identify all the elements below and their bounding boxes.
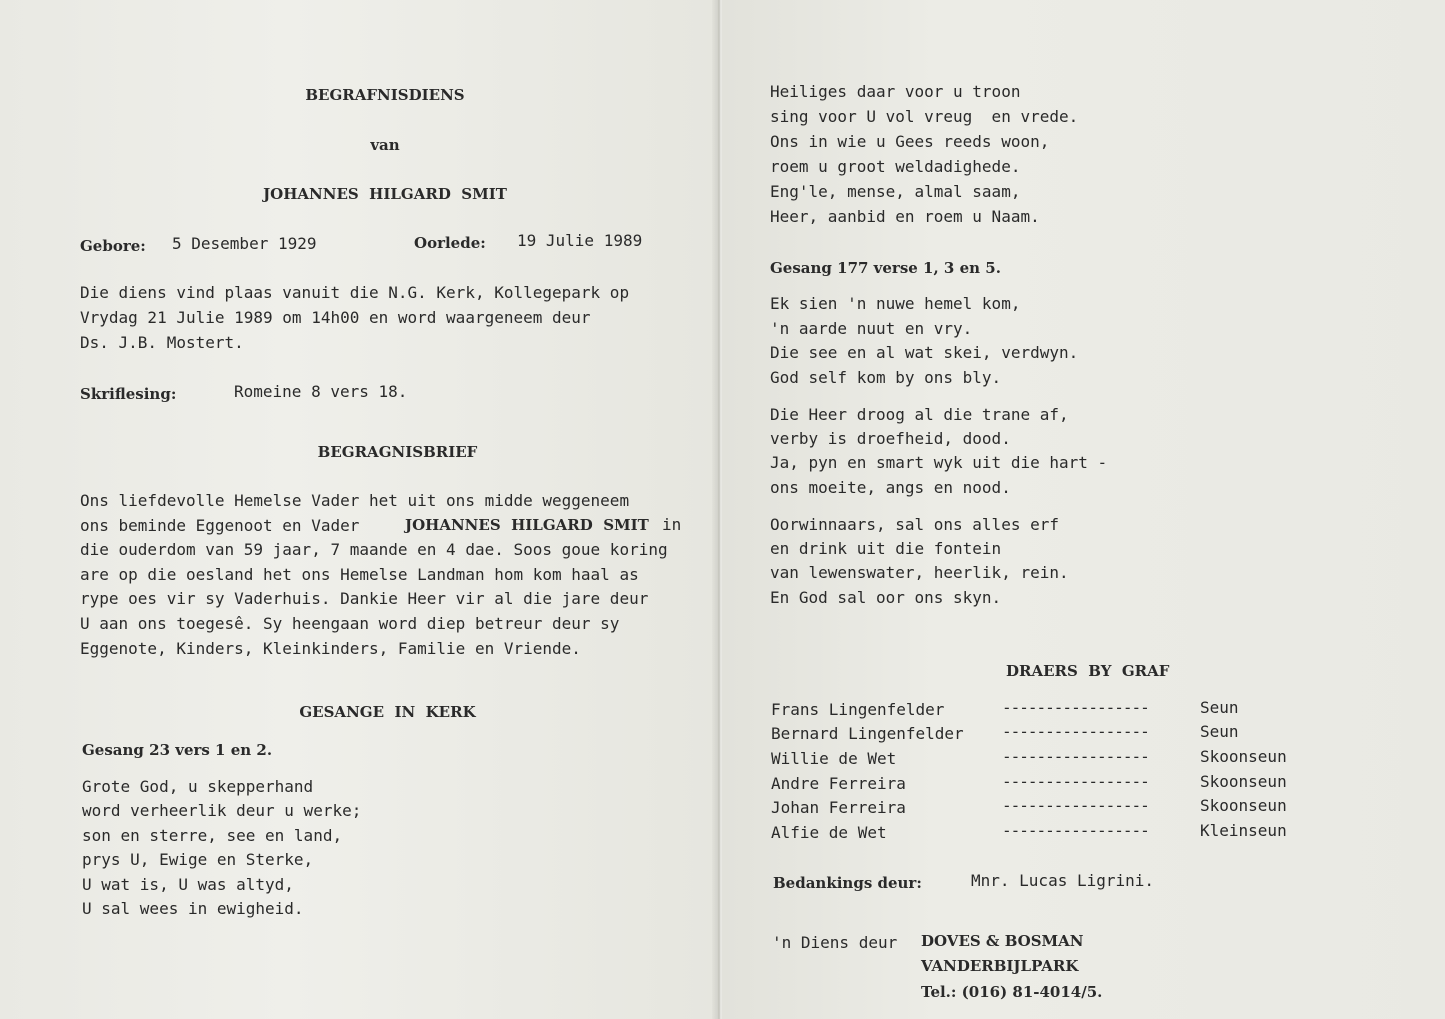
deceased-name: JOHANNES HILGARD SMIT [263, 185, 507, 203]
thanks-value: Mnr. Lucas Ligrini. [971, 871, 1155, 890]
stanza-line: Oorwinnaars, sal ons alles erf [770, 515, 1059, 534]
song1-line: U sal wees in ewigheid. [82, 899, 304, 918]
bearer-name: Johan Ferreira [771, 798, 906, 817]
stanza-line: en drink uit die fontein [770, 539, 1002, 558]
stanza-line: Die see en al wat skei, verdwyn. [770, 343, 1079, 362]
verse-line: Eng'le, mense, almal saam, [770, 182, 1021, 201]
bearer-relation: Seun [1200, 698, 1239, 717]
letter-line: rype oes vir sy Vaderhuis. Dankie Heer vir al die jare deur [80, 589, 649, 608]
letter-line: U aan ons toegesê. Sy heengaan word diep betreur deur sy [80, 614, 620, 633]
bearer-name: Alfie de Wet [771, 823, 887, 842]
died-label: Oorlede: [414, 234, 486, 252]
bearer-relation: Kleinseun [1200, 821, 1287, 840]
song1-line: U wat is, U was altyd, [82, 875, 294, 894]
company-city: VANDERBIJLPARK [921, 957, 1079, 975]
letter-name: JOHANNES HILGARD SMIT [405, 516, 649, 534]
bearer-name: Frans Lingenfelder [771, 700, 945, 719]
bearer-name: Bernard Lingenfelder [771, 724, 964, 743]
song1-line: prys U, Ewige en Sterke, [82, 850, 314, 869]
verse-line: roem u groot weldadighede. [770, 157, 1021, 176]
verse-line: sing voor U vol vreug en vrede. [770, 107, 1079, 126]
verse-line: Heiliges daar voor u troon [770, 82, 1021, 101]
bearer-relation: Seun [1200, 722, 1239, 741]
letter-line: are op die oesland het ons Hemelse Landman hom kom haal as [80, 565, 639, 584]
bearer-dash: ----------------- [1002, 772, 1149, 791]
song2-title: Gesang 177 verse 1, 3 en 5. [770, 259, 1001, 277]
stanza-line: En God sal oor ons skyn. [770, 588, 1002, 607]
born-date: 5 Desember 1929 [172, 234, 317, 253]
stanza-line: 'n aarde nuut en vry. [770, 319, 973, 338]
stanza-line: ons moeite, angs en nood. [770, 478, 1011, 497]
letter-line: ons beminde Eggenoot en Vader [80, 516, 360, 535]
born-label: Gebore: [80, 237, 146, 255]
bearer-dash: ----------------- [1002, 796, 1149, 815]
program-title: BEGRAFNISDIENS [305, 86, 465, 104]
stanza-line: Ja, pyn en smart wyk uit die hart - [770, 453, 1108, 472]
thanks-label: Bedankings deur: [773, 874, 922, 892]
bearer-name: Willie de Wet [771, 749, 897, 768]
bearer-name: Andre Ferreira [771, 774, 906, 793]
van-label: van [370, 136, 400, 154]
bearer-dash: ----------------- [1002, 698, 1149, 717]
letter-line: in [662, 515, 682, 534]
left-page [0, 0, 718, 1019]
verse-line: Heer, aanbid en roem u Naam. [770, 207, 1040, 226]
bearer-relation: Skoonseun [1200, 796, 1287, 815]
letter-line: die ouderdom van 59 jaar, 7 maande en 4 dae. Soos goue koring [80, 540, 668, 559]
song1-line: word verheerlik deur u werke; [82, 801, 362, 820]
bearer-relation: Skoonseun [1200, 772, 1287, 791]
song1-line: Grote God, u skepperhand [82, 777, 314, 796]
service-by-label: 'n Diens deur [772, 933, 898, 952]
bearer-dash: ----------------- [1002, 722, 1149, 741]
right-page [722, 0, 1445, 1019]
bearer-dash: ----------------- [1002, 747, 1149, 766]
letter-line: Ons liefdevolle Hemelse Vader het uit ons midde weggeneem [80, 491, 630, 510]
stanza-line: Ek sien 'n nuwe hemel kom, [770, 294, 1021, 313]
stanza-line: Die Heer droog al die trane af, [770, 405, 1069, 424]
reading-label: Skriflesing: [80, 385, 177, 403]
reading-value: Romeine 8 vers 18. [234, 382, 408, 401]
company-phone: Tel.: (016) 81-4014/5. [921, 983, 1103, 1001]
verse-line: Ons in wie u Gees reeds woon, [770, 132, 1050, 151]
song1-title: Gesang 23 vers 1 en 2. [82, 741, 273, 759]
died-date: 19 Julie 1989 [517, 231, 643, 250]
letter-line: Eggenote, Kinders, Kleinkinders, Familie en Vriende. [80, 639, 581, 658]
stanza-line: God self kom by ons bly. [770, 368, 1002, 387]
bearer-dash: ----------------- [1002, 821, 1149, 840]
song1-line: son en sterre, see en land, [82, 826, 343, 845]
service-line: Die diens vind plaas vanuit die N.G. Kerk, Kollegepark op [80, 283, 630, 302]
letter-heading: BEGRAGNISBRIEF [317, 443, 478, 461]
service-line: Vrydag 21 Julie 1989 om 14h00 en word waargeneem deur [80, 308, 591, 327]
songs-heading: GESANGE IN KERK [299, 703, 476, 721]
bearer-relation: Skoonseun [1200, 747, 1287, 766]
stanza-line: van lewenswater, heerlik, rein. [770, 563, 1069, 582]
stanza-line: verby is droefheid, dood. [770, 429, 1011, 448]
bearers-heading: DRAERS BY GRAF [1006, 662, 1170, 680]
service-line: Ds. J.B. Mostert. [80, 333, 244, 352]
funeral-company: DOVES & BOSMAN [921, 932, 1084, 950]
